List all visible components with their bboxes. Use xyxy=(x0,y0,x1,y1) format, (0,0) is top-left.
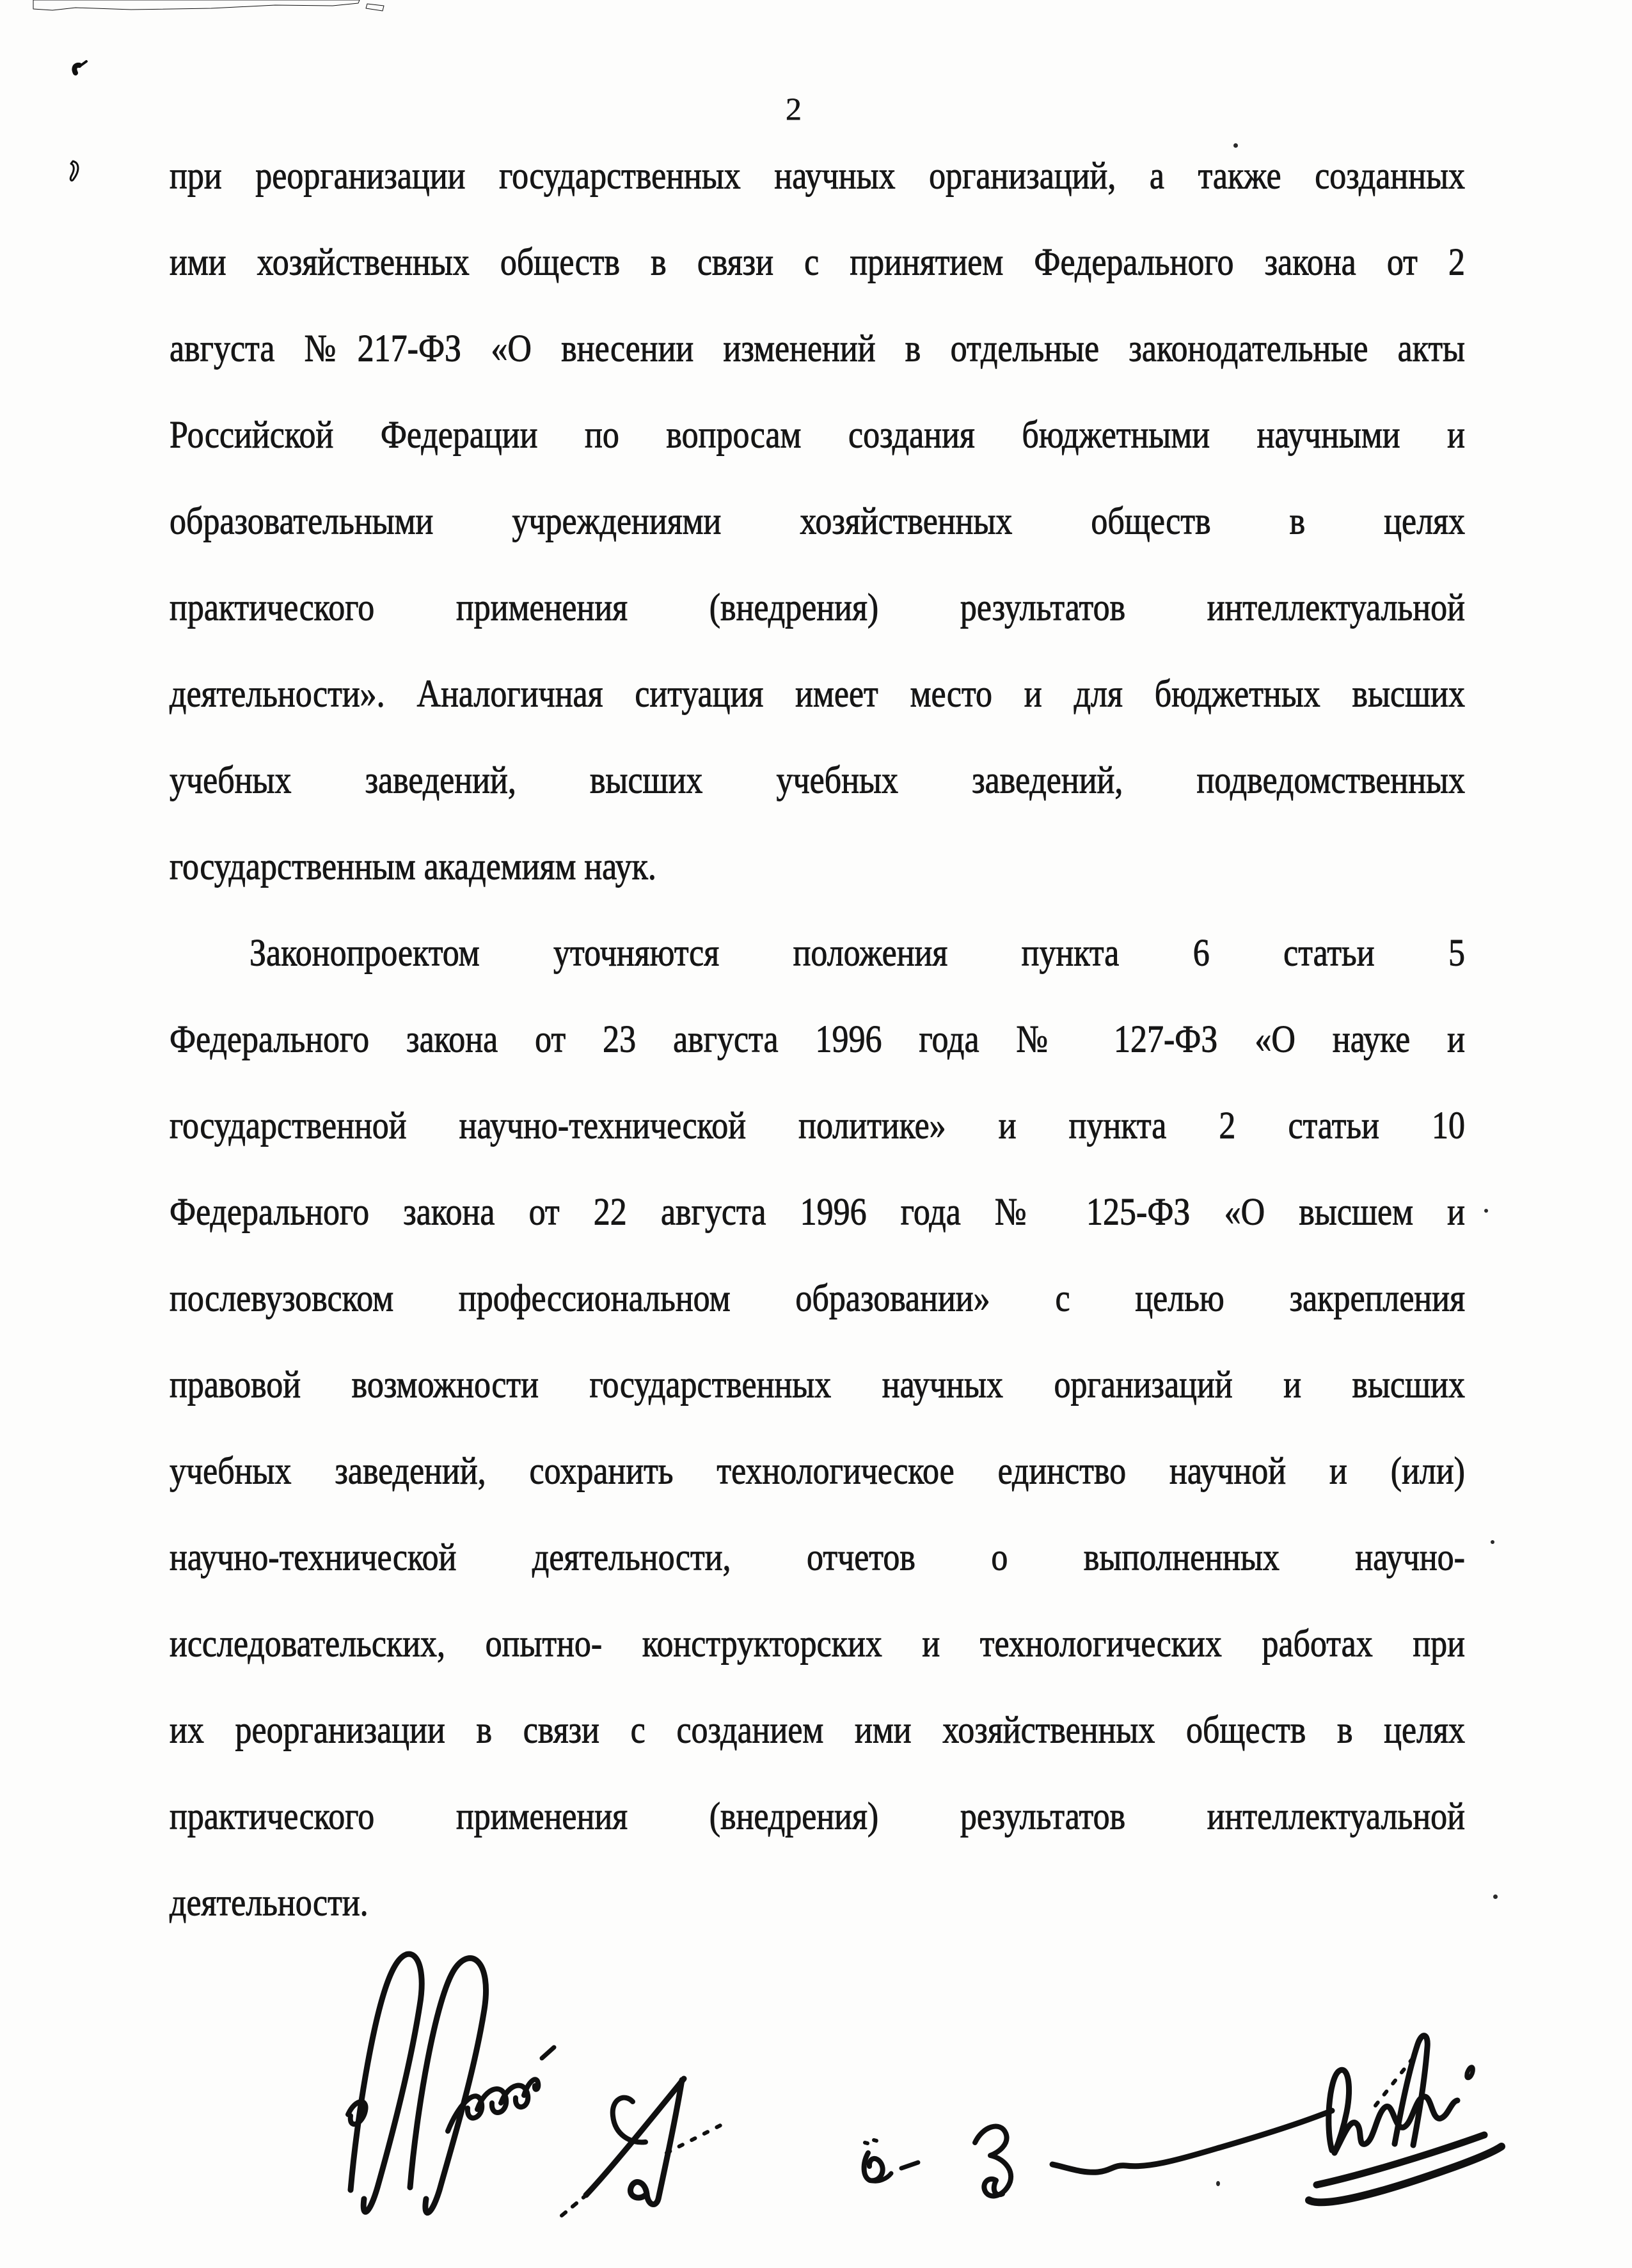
signature-1 xyxy=(410,1958,486,2213)
ink-speck xyxy=(1216,2181,1220,2186)
ink-speck xyxy=(1493,1894,1498,1899)
scan-artifact-bar xyxy=(33,0,360,10)
page-number: 2 xyxy=(786,91,802,127)
margin-comma-icon xyxy=(70,161,78,180)
signature-3 xyxy=(1395,2036,1427,2145)
text-line: Законопроектом уточняются положения пункта 6 статьи 5 xyxy=(250,932,1465,975)
signature-1 xyxy=(542,2047,554,2058)
text-line: практического применения (внедрения) результатов интеллектуальной xyxy=(170,587,1465,629)
margin-tick-icon xyxy=(74,65,79,73)
initials-mark xyxy=(901,2162,918,2168)
signature-1 xyxy=(351,1954,422,2212)
signature-2 xyxy=(562,2196,585,2216)
text-line: практического применения (внедрения) результатов интеллектуальной xyxy=(170,1795,1465,1838)
underline-flourish xyxy=(1309,2146,1501,2202)
signature-2 xyxy=(630,2080,682,2204)
signature-3-apostrophe xyxy=(1467,2067,1473,2078)
signature-2 xyxy=(667,2125,722,2153)
underline-flourish xyxy=(1317,2135,1484,2185)
text-line: деятельности». Аналогичная ситуация имеет место и для бюджетных высших xyxy=(170,673,1465,716)
signature-3 xyxy=(1329,2070,1349,2153)
text-line: учебных заведений, высших учебных заведений, подведомственных xyxy=(170,759,1465,802)
initials-mark xyxy=(865,2140,876,2143)
numeral-flourish xyxy=(975,2127,1011,2196)
signature-1 xyxy=(348,2102,366,2124)
text-line: ими хозяйственных обществ в связи с принятием Федерального закона от 2 xyxy=(170,241,1465,284)
text-line: учебных заведений, сохранить технологическое единство научной и (или) xyxy=(170,1450,1465,1493)
signature-2 xyxy=(613,2098,646,2143)
document-body xyxy=(170,133,1465,1946)
text-line: государственным академиям наук. xyxy=(170,846,656,888)
text-line: Российской Федерации по вопросам создания бюджетными научными и xyxy=(170,414,1465,457)
signature-2 xyxy=(586,2079,684,2195)
text-line: Федерального закона от 22 августа 1996 года № 125-ФЗ «О высшем и xyxy=(170,1191,1465,1234)
signature-3 xyxy=(1375,2057,1414,2106)
text-line: государственной научно-технической политике» и пункта 2 статьи 10 xyxy=(170,1105,1465,1147)
text-line: августа №217-ФЗ «О внесении изменений в отдельные законодательные акты xyxy=(170,327,1465,370)
text-line: послевузовском профессиональном образовании» с целью закрепления xyxy=(170,1277,1465,1320)
scan-artifact-dash xyxy=(366,4,384,11)
text-line: научно-технической деятельности, отчетов о выполненных научно- xyxy=(170,1536,1465,1579)
margin-tick-tail xyxy=(79,61,86,67)
text-line: правовой возможности государственных научных организаций и высших xyxy=(170,1364,1465,1406)
text-line: образовательными учреждениями хозяйственных обществ в целях xyxy=(170,500,1465,543)
initials-mark xyxy=(864,2153,883,2180)
ink-speck xyxy=(1491,1540,1494,1544)
signature-3 xyxy=(1335,2097,1457,2153)
text-line: деятельности. xyxy=(170,1882,368,1925)
text-line: при реорганизации государственных научных организаций, а также созданных xyxy=(170,155,1465,198)
initials-mark xyxy=(871,2173,891,2181)
signature-1 xyxy=(448,2079,538,2131)
connector-stroke xyxy=(1052,2111,1332,2172)
text-line: их реорганизации в связи с созданием ими хозяйственных обществ в целях xyxy=(170,1709,1465,1752)
text-line: Федерального закона от 23 августа 1996 года № 127-ФЗ «О науке и xyxy=(170,1018,1465,1061)
ink-speck xyxy=(1484,1209,1488,1213)
text-line: исследовательских, опытно- конструкторских и технологических работах при xyxy=(170,1623,1465,1666)
ink-speck xyxy=(1233,143,1238,148)
